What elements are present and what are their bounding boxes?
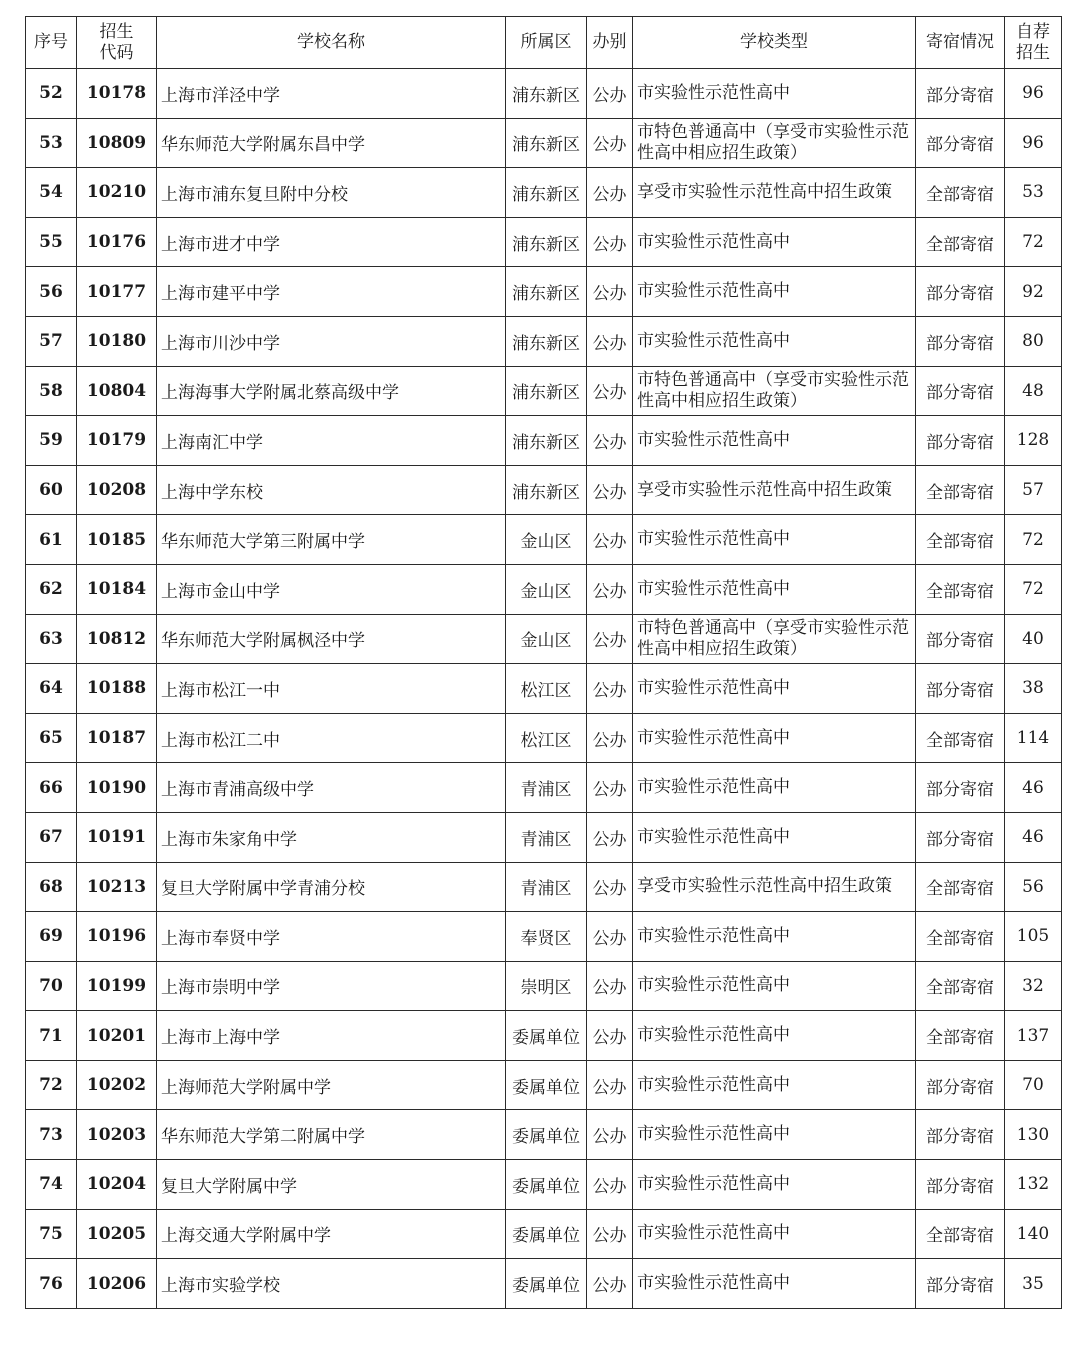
table-row: [26, 217, 1062, 267]
cell-district: 浦东新区: [506, 69, 587, 119]
cell-no: 57: [26, 316, 77, 366]
cell-quota: 105: [1005, 912, 1062, 962]
cell-ownership: 公办: [587, 763, 633, 813]
cell-school-name: 华东师范大学第三附属中学: [157, 515, 506, 565]
cell-ownership: 公办: [587, 416, 633, 466]
table-row: [26, 118, 1062, 168]
cell-no: 54: [26, 168, 77, 218]
cell-school-type: 市实验性示范性高中: [633, 713, 916, 763]
cell-no: 72: [26, 1060, 77, 1110]
cell-quota: 53: [1005, 168, 1062, 218]
cell-code: 10205: [77, 1209, 157, 1259]
cell-ownership: 公办: [587, 1259, 633, 1309]
cell-school-type: 市特色普通高中（享受市实验性示范性高中相应招生政策）: [633, 118, 916, 168]
cell-quota: 32: [1005, 961, 1062, 1011]
cell-school-type: 市实验性示范性高中: [633, 763, 916, 813]
cell-quota: 72: [1005, 515, 1062, 565]
cell-no: 70: [26, 961, 77, 1011]
cell-quota: 35: [1005, 1259, 1062, 1309]
cell-code: 10187: [77, 713, 157, 763]
cell-ownership: 公办: [587, 465, 633, 515]
table-row: [26, 465, 1062, 515]
table-row: [26, 1259, 1062, 1309]
cell-code: 10208: [77, 465, 157, 515]
cell-district: 委属单位: [506, 1060, 587, 1110]
cell-school-name: 上海市上海中学: [157, 1011, 506, 1061]
cell-ownership: 公办: [587, 69, 633, 119]
table-row: [26, 912, 1062, 962]
cell-no: 65: [26, 713, 77, 763]
cell-ownership: 公办: [587, 664, 633, 714]
cell-school-type: 市实验性示范性高中: [633, 664, 916, 714]
cell-school-type: 市实验性示范性高中: [633, 912, 916, 962]
cell-boarding: 部分寄宿: [916, 1259, 1005, 1309]
cell-no: 56: [26, 267, 77, 317]
header-name: 学校名称: [157, 17, 506, 69]
table-body: [26, 69, 1062, 1309]
cell-district: 委属单位: [506, 1160, 587, 1210]
cell-code: 10178: [77, 69, 157, 119]
cell-code: 10203: [77, 1110, 157, 1160]
cell-boarding: 全部寄宿: [916, 564, 1005, 614]
cell-boarding: 部分寄宿: [916, 118, 1005, 168]
cell-ownership: 公办: [587, 961, 633, 1011]
cell-school-name: 上海市奉贤中学: [157, 912, 506, 962]
cell-school-name: 华东师范大学附属枫泾中学: [157, 614, 506, 664]
cell-boarding: 部分寄宿: [916, 664, 1005, 714]
cell-school-type: 市实验性示范性高中: [633, 564, 916, 614]
cell-no: 59: [26, 416, 77, 466]
cell-no: 75: [26, 1209, 77, 1259]
cell-district: 委属单位: [506, 1011, 587, 1061]
cell-school-type: 市实验性示范性高中: [633, 316, 916, 366]
cell-quota: 140: [1005, 1209, 1062, 1259]
cell-ownership: 公办: [587, 118, 633, 168]
cell-school-name: 复旦大学附属中学: [157, 1160, 506, 1210]
cell-boarding: 全部寄宿: [916, 713, 1005, 763]
cell-ownership: 公办: [587, 1209, 633, 1259]
table-row: [26, 1060, 1062, 1110]
cell-district: 崇明区: [506, 961, 587, 1011]
table-row: [26, 1209, 1062, 1259]
cell-boarding: 部分寄宿: [916, 366, 1005, 416]
header-quota: 自荐 招生: [1005, 17, 1062, 69]
cell-school-type: 市特色普通高中（享受市实验性示范性高中相应招生政策）: [633, 366, 916, 416]
table-row: [26, 416, 1062, 466]
cell-school-type: 享受市实验性示范性高中招生政策: [633, 862, 916, 912]
cell-district: 委属单位: [506, 1209, 587, 1259]
cell-no: 67: [26, 812, 77, 862]
cell-ownership: 公办: [587, 1110, 633, 1160]
cell-school-type: 市实验性示范性高中: [633, 267, 916, 317]
header-ownership: 办别: [587, 17, 633, 69]
cell-no: 69: [26, 912, 77, 962]
table-row: [26, 1160, 1062, 1210]
cell-ownership: 公办: [587, 168, 633, 218]
cell-school-name: 上海市松江二中: [157, 713, 506, 763]
cell-no: 60: [26, 465, 77, 515]
cell-district: 青浦区: [506, 812, 587, 862]
cell-school-type: 市特色普通高中（享受市实验性示范性高中相应招生政策）: [633, 614, 916, 664]
cell-boarding: 部分寄宿: [916, 1060, 1005, 1110]
cell-ownership: 公办: [587, 316, 633, 366]
cell-school-type: 市实验性示范性高中: [633, 961, 916, 1011]
cell-school-name: 复旦大学附属中学青浦分校: [157, 862, 506, 912]
cell-quota: 38: [1005, 664, 1062, 714]
cell-district: 松江区: [506, 713, 587, 763]
cell-quota: 70: [1005, 1060, 1062, 1110]
cell-district: 浦东新区: [506, 416, 587, 466]
cell-boarding: 全部寄宿: [916, 515, 1005, 565]
cell-district: 浦东新区: [506, 465, 587, 515]
cell-quota: 114: [1005, 713, 1062, 763]
table-row: [26, 1011, 1062, 1061]
cell-boarding: 部分寄宿: [916, 1110, 1005, 1160]
cell-ownership: 公办: [587, 713, 633, 763]
cell-boarding: 全部寄宿: [916, 168, 1005, 218]
cell-ownership: 公办: [587, 515, 633, 565]
cell-ownership: 公办: [587, 1160, 633, 1210]
cell-school-type: 市实验性示范性高中: [633, 217, 916, 267]
cell-boarding: 部分寄宿: [916, 812, 1005, 862]
cell-school-name: 上海市青浦高级中学: [157, 763, 506, 813]
table-row: [26, 366, 1062, 416]
cell-school-type: 市实验性示范性高中: [633, 812, 916, 862]
cell-school-type: 市实验性示范性高中: [633, 515, 916, 565]
cell-code: 10204: [77, 1160, 157, 1210]
cell-no: 63: [26, 614, 77, 664]
cell-school-type: 市实验性示范性高中: [633, 1060, 916, 1110]
cell-boarding: 部分寄宿: [916, 1160, 1005, 1210]
cell-no: 53: [26, 118, 77, 168]
cell-boarding: 全部寄宿: [916, 912, 1005, 962]
cell-school-type: 市实验性示范性高中: [633, 69, 916, 119]
cell-quota: 137: [1005, 1011, 1062, 1061]
header-no: 序号: [26, 17, 77, 69]
table-row: [26, 267, 1062, 317]
cell-quota: 96: [1005, 69, 1062, 119]
cell-code: 10809: [77, 118, 157, 168]
cell-quota: 96: [1005, 118, 1062, 168]
cell-no: 71: [26, 1011, 77, 1061]
cell-code: 10180: [77, 316, 157, 366]
cell-ownership: 公办: [587, 267, 633, 317]
cell-quota: 80: [1005, 316, 1062, 366]
table-row: [26, 664, 1062, 714]
cell-school-name: 上海南汇中学: [157, 416, 506, 466]
cell-quota: 72: [1005, 564, 1062, 614]
cell-code: 10176: [77, 217, 157, 267]
cell-district: 浦东新区: [506, 316, 587, 366]
cell-quota: 46: [1005, 812, 1062, 862]
cell-school-name: 上海市洋泾中学: [157, 69, 506, 119]
cell-district: 浦东新区: [506, 366, 587, 416]
cell-ownership: 公办: [587, 217, 633, 267]
header-type: 学校类型: [633, 17, 916, 69]
cell-district: 青浦区: [506, 763, 587, 813]
cell-code: 10201: [77, 1011, 157, 1061]
cell-boarding: 全部寄宿: [916, 465, 1005, 515]
cell-district: 浦东新区: [506, 168, 587, 218]
cell-school-name: 上海市崇明中学: [157, 961, 506, 1011]
cell-no: 52: [26, 69, 77, 119]
cell-district: 浦东新区: [506, 267, 587, 317]
cell-code: 10210: [77, 168, 157, 218]
cell-code: 10184: [77, 564, 157, 614]
header-code: 招生 代码: [77, 17, 157, 69]
table-row: [26, 614, 1062, 664]
cell-district: 金山区: [506, 614, 587, 664]
cell-school-name: 上海市进才中学: [157, 217, 506, 267]
header-row: [26, 17, 1062, 69]
cell-boarding: 全部寄宿: [916, 862, 1005, 912]
cell-ownership: 公办: [587, 912, 633, 962]
cell-code: 10177: [77, 267, 157, 317]
cell-no: 62: [26, 564, 77, 614]
cell-school-name: 上海市浦东复旦附中分校: [157, 168, 506, 218]
cell-school-name: 上海市松江一中: [157, 664, 506, 714]
cell-code: 10804: [77, 366, 157, 416]
cell-boarding: 部分寄宿: [916, 316, 1005, 366]
cell-district: 浦东新区: [506, 118, 587, 168]
cell-school-type: 市实验性示范性高中: [633, 1209, 916, 1259]
cell-quota: 72: [1005, 217, 1062, 267]
cell-quota: 56: [1005, 862, 1062, 912]
header-district: 所属区: [506, 17, 587, 69]
table-row: [26, 1110, 1062, 1160]
cell-district: 委属单位: [506, 1259, 587, 1309]
cell-code: 10199: [77, 961, 157, 1011]
cell-quota: 48: [1005, 366, 1062, 416]
cell-school-name: 华东师范大学附属东昌中学: [157, 118, 506, 168]
cell-code: 10196: [77, 912, 157, 962]
cell-quota: 128: [1005, 416, 1062, 466]
table-row: [26, 515, 1062, 565]
cell-school-type: 市实验性示范性高中: [633, 1160, 916, 1210]
cell-ownership: 公办: [587, 366, 633, 416]
cell-ownership: 公办: [587, 812, 633, 862]
cell-no: 74: [26, 1160, 77, 1210]
cell-quota: 46: [1005, 763, 1062, 813]
cell-school-name: 上海师范大学附属中学: [157, 1060, 506, 1110]
cell-boarding: 部分寄宿: [916, 763, 1005, 813]
cell-no: 76: [26, 1259, 77, 1309]
cell-no: 61: [26, 515, 77, 565]
cell-code: 10190: [77, 763, 157, 813]
cell-code: 10213: [77, 862, 157, 912]
cell-boarding: 部分寄宿: [916, 267, 1005, 317]
cell-school-type: 市实验性示范性高中: [633, 416, 916, 466]
cell-ownership: 公办: [587, 614, 633, 664]
table-row: [26, 961, 1062, 1011]
school-table-sheet: [25, 16, 1061, 1309]
cell-boarding: 部分寄宿: [916, 69, 1005, 119]
table-row: [26, 763, 1062, 813]
cell-boarding: 部分寄宿: [916, 416, 1005, 466]
cell-school-name: 上海市金山中学: [157, 564, 506, 614]
cell-school-type: 享受市实验性示范性高中招生政策: [633, 168, 916, 218]
cell-boarding: 部分寄宿: [916, 614, 1005, 664]
cell-school-type: 享受市实验性示范性高中招生政策: [633, 465, 916, 515]
table-row: [26, 69, 1062, 119]
cell-ownership: 公办: [587, 564, 633, 614]
cell-code: 10206: [77, 1259, 157, 1309]
cell-no: 58: [26, 366, 77, 416]
cell-quota: 132: [1005, 1160, 1062, 1210]
cell-no: 55: [26, 217, 77, 267]
cell-school-name: 上海海事大学附属北蔡高级中学: [157, 366, 506, 416]
cell-school-name: 上海市建平中学: [157, 267, 506, 317]
cell-quota: 57: [1005, 465, 1062, 515]
cell-code: 10202: [77, 1060, 157, 1110]
cell-school-type: 市实验性示范性高中: [633, 1259, 916, 1309]
cell-no: 64: [26, 664, 77, 714]
cell-school-name: 上海市川沙中学: [157, 316, 506, 366]
cell-school-name: 华东师范大学第二附属中学: [157, 1110, 506, 1160]
cell-district: 奉贤区: [506, 912, 587, 962]
cell-quota: 92: [1005, 267, 1062, 317]
cell-district: 金山区: [506, 564, 587, 614]
table-row: [26, 862, 1062, 912]
cell-quota: 40: [1005, 614, 1062, 664]
cell-boarding: 全部寄宿: [916, 1209, 1005, 1259]
table-row: [26, 316, 1062, 366]
cell-no: 73: [26, 1110, 77, 1160]
cell-code: 10185: [77, 515, 157, 565]
cell-boarding: 全部寄宿: [916, 1011, 1005, 1061]
cell-district: 金山区: [506, 515, 587, 565]
cell-school-type: 市实验性示范性高中: [633, 1011, 916, 1061]
cell-district: 青浦区: [506, 862, 587, 912]
cell-boarding: 全部寄宿: [916, 961, 1005, 1011]
cell-no: 66: [26, 763, 77, 813]
cell-school-name: 上海市实验学校: [157, 1259, 506, 1309]
cell-district: 松江区: [506, 664, 587, 714]
cell-code: 10812: [77, 614, 157, 664]
cell-school-name: 上海市朱家角中学: [157, 812, 506, 862]
header-boarding: 寄宿情况: [916, 17, 1005, 69]
cell-no: 68: [26, 862, 77, 912]
cell-school-type: 市实验性示范性高中: [633, 1110, 916, 1160]
cell-district: 委属单位: [506, 1110, 587, 1160]
cell-district: 浦东新区: [506, 217, 587, 267]
cell-boarding: 全部寄宿: [916, 217, 1005, 267]
cell-ownership: 公办: [587, 862, 633, 912]
cell-code: 10179: [77, 416, 157, 466]
cell-code: 10188: [77, 664, 157, 714]
table-row: [26, 812, 1062, 862]
cell-ownership: 公办: [587, 1060, 633, 1110]
school-table: [25, 16, 1062, 1309]
cell-ownership: 公办: [587, 1011, 633, 1061]
table-row: [26, 713, 1062, 763]
cell-school-name: 上海交通大学附属中学: [157, 1209, 506, 1259]
cell-quota: 130: [1005, 1110, 1062, 1160]
table-row: [26, 168, 1062, 218]
cell-school-name: 上海中学东校: [157, 465, 506, 515]
table-row: [26, 564, 1062, 614]
cell-code: 10191: [77, 812, 157, 862]
